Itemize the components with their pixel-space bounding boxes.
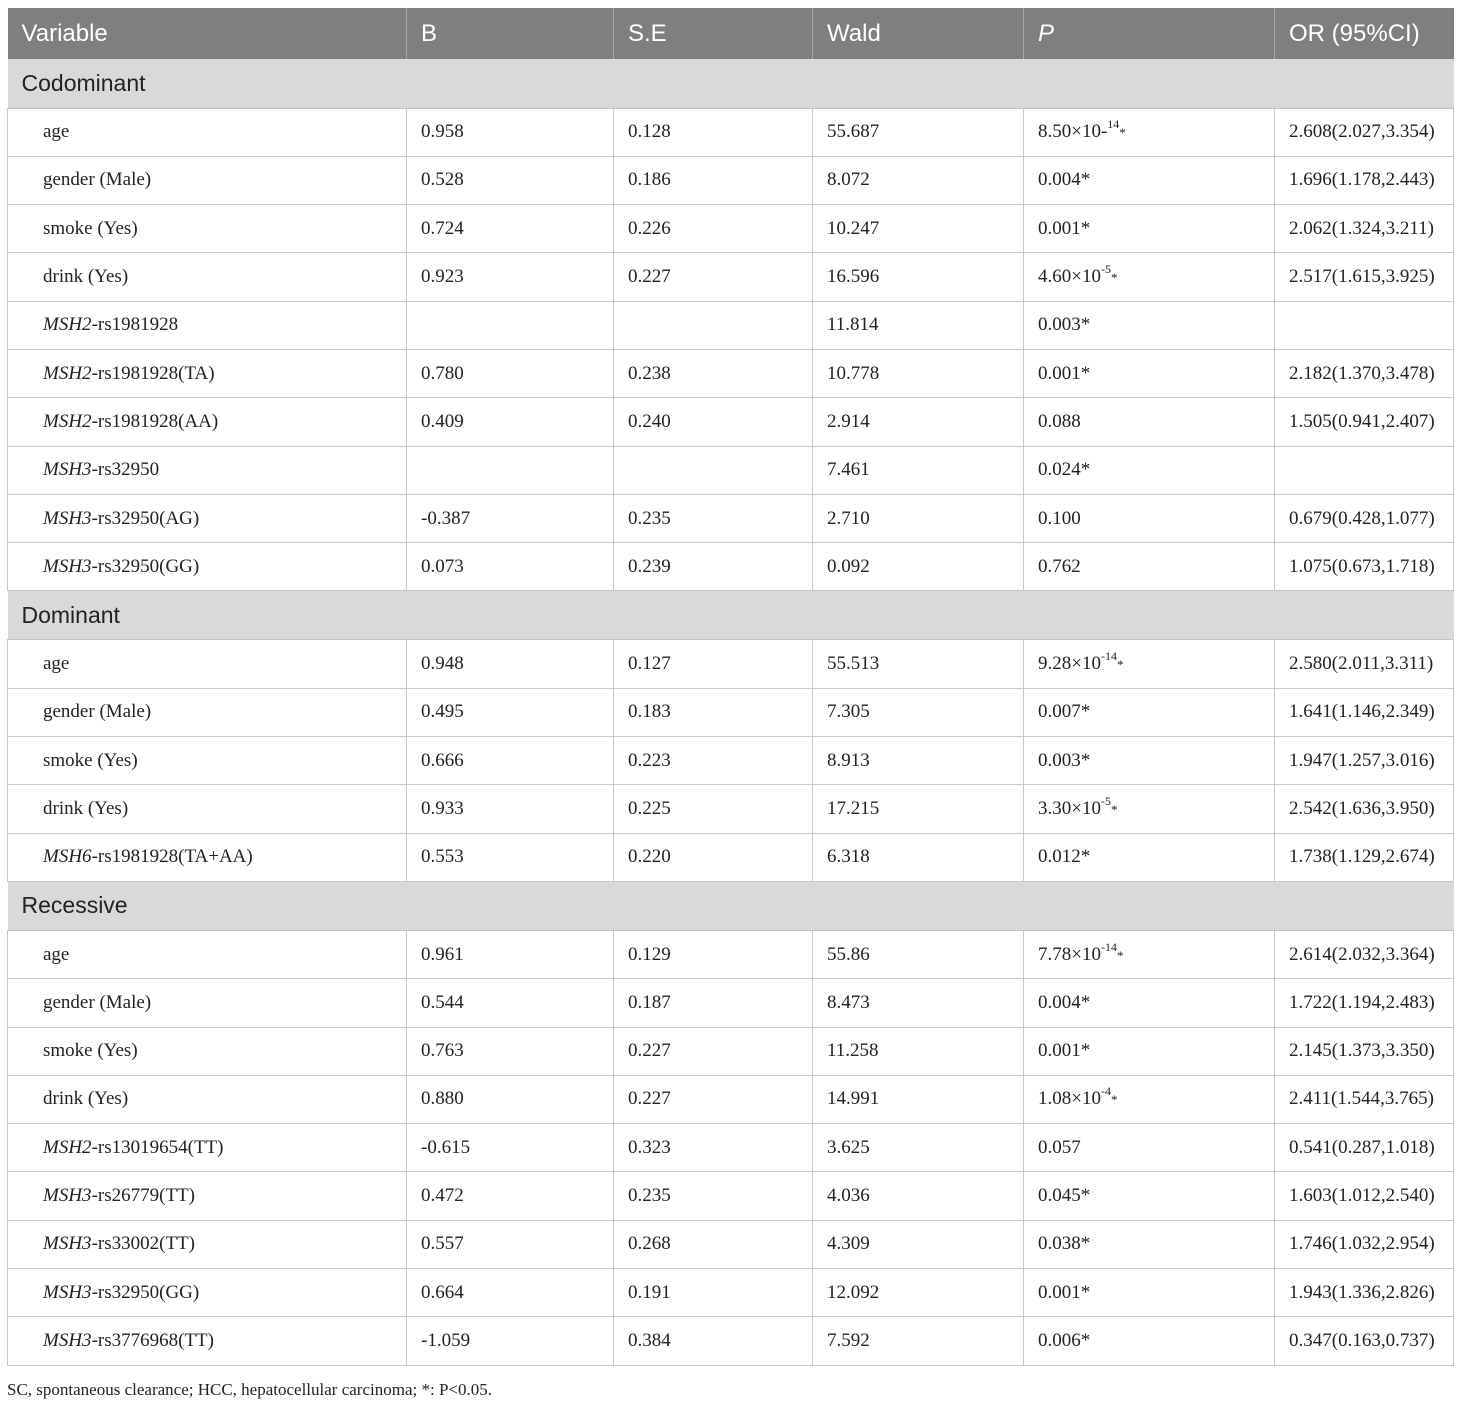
p-value: 4.60×10: [1038, 266, 1101, 288]
se-cell: 0.240: [614, 398, 813, 446]
variable-name: age: [43, 653, 70, 675]
gene-name: MSH2: [43, 362, 92, 384]
b-cell: 0.472: [407, 1172, 614, 1220]
p-cell: [1024, 1172, 1275, 1220]
p-cell: [1024, 785, 1275, 833]
b-cell: 0.666: [407, 737, 614, 785]
p-cell: [1024, 930, 1275, 978]
section-row: [8, 591, 1454, 640]
p-value: 0.001*: [1038, 1040, 1091, 1062]
p-value: 8.50×10-: [1038, 121, 1108, 143]
b-cell: [407, 301, 614, 349]
or-cell: 1.696(1.178,2.443): [1275, 156, 1454, 204]
se-cell: 0.227: [614, 1027, 813, 1075]
table-row: [8, 1075, 1454, 1123]
wald-cell: 7.305: [813, 688, 1024, 736]
b-cell: 0.664: [407, 1269, 614, 1317]
b-cell: -0.615: [407, 1124, 614, 1172]
wald-cell: 4.309: [813, 1220, 1024, 1268]
p-value: 0.045*: [1038, 1185, 1091, 1207]
p-cell: [1024, 301, 1275, 349]
table-body: [8, 59, 1454, 1365]
p-exponent: -4: [1100, 1084, 1111, 1099]
header-wald: Wald: [813, 8, 1024, 59]
variable-cell: [8, 253, 407, 301]
p-cell: [1024, 1027, 1275, 1075]
se-cell: 0.220: [614, 833, 813, 881]
se-cell: 0.323: [614, 1124, 813, 1172]
gene-name: MSH3: [43, 1185, 92, 1207]
variable-cell: [8, 205, 407, 253]
b-cell: -1.059: [407, 1317, 614, 1365]
or-cell: 1.641(1.146,2.349): [1275, 688, 1454, 736]
b-cell: 0.724: [407, 205, 614, 253]
p-value: 9.28×10: [1038, 653, 1101, 675]
wald-cell: 3.625: [813, 1124, 1024, 1172]
se-cell: 0.129: [614, 930, 813, 978]
variable-cell: [8, 688, 407, 736]
or-cell: 1.947(1.257,3.016): [1275, 737, 1454, 785]
p-cell: [1024, 737, 1275, 785]
or-cell: 1.603(1.012,2.540): [1275, 1172, 1454, 1220]
table-row: [8, 785, 1454, 833]
table-row: [8, 688, 1454, 736]
p-cell: [1024, 1124, 1275, 1172]
variable-cell: [8, 1269, 407, 1317]
b-cell: [407, 446, 614, 494]
b-cell: 0.495: [407, 688, 614, 736]
p-cell: [1024, 1220, 1275, 1268]
p-value: 1.08×10: [1038, 1088, 1101, 1110]
gene-name: MSH3: [43, 555, 92, 577]
b-cell: 0.528: [407, 156, 614, 204]
or-cell: 2.614(2.032,3.364): [1275, 930, 1454, 978]
p-value: 0.012*: [1038, 846, 1091, 868]
p-value: 0.006*: [1038, 1329, 1091, 1351]
se-cell: 0.235: [614, 1172, 813, 1220]
variable-cell: [8, 1172, 407, 1220]
variable-name: smoke (Yes): [43, 217, 138, 239]
or-cell: 1.746(1.032,2.954): [1275, 1220, 1454, 1268]
se-cell: 0.226: [614, 205, 813, 253]
significance-star: *: [1119, 125, 1126, 141]
significance-star: *: [1116, 947, 1124, 963]
b-cell: 0.923: [407, 253, 614, 301]
variable-name: drink (Yes): [43, 1088, 129, 1110]
or-cell: 2.411(1.544,3.765): [1275, 1075, 1454, 1123]
section-label: Dominant: [8, 591, 1454, 640]
variable-name: gender (Male): [43, 701, 152, 723]
variable-name: -rs32950(GG): [91, 1281, 200, 1303]
variable-cell: [8, 1027, 407, 1075]
header-variable: Variable: [8, 8, 407, 59]
table-row: [8, 979, 1454, 1027]
p-cell: [1024, 398, 1275, 446]
p-value: 0.003*: [1038, 314, 1091, 336]
significance-star: *: [1110, 270, 1118, 286]
p-cell: [1024, 640, 1275, 688]
gene-name: MSH3: [43, 1233, 92, 1255]
p-value: 0.100: [1038, 507, 1081, 529]
table-row: [8, 1269, 1454, 1317]
variable-name: -rs3776968(TT): [91, 1329, 214, 1351]
b-cell: 0.763: [407, 1027, 614, 1075]
table-header-row: [8, 8, 1454, 59]
se-cell: 0.384: [614, 1317, 813, 1365]
variable-name: gender (Male): [43, 991, 152, 1013]
variable-cell: [8, 1075, 407, 1123]
section-row: [8, 59, 1454, 108]
p-cell: [1024, 349, 1275, 397]
or-cell: 2.608(2.027,3.354): [1275, 108, 1454, 156]
p-cell: [1024, 494, 1275, 542]
variable-cell: [8, 1220, 407, 1268]
se-cell: 0.191: [614, 1269, 813, 1317]
se-cell: 0.186: [614, 156, 813, 204]
b-cell: 0.409: [407, 398, 614, 446]
table-row: [8, 494, 1454, 542]
b-cell: -0.387: [407, 494, 614, 542]
variable-cell: [8, 494, 407, 542]
variable-cell: [8, 301, 407, 349]
b-cell: 0.961: [407, 930, 614, 978]
gene-name: MSH6: [43, 846, 92, 868]
gene-name: MSH3: [43, 1329, 92, 1351]
b-cell: 0.958: [407, 108, 614, 156]
se-cell: 0.268: [614, 1220, 813, 1268]
table-row: [8, 640, 1454, 688]
b-cell: 0.544: [407, 979, 614, 1027]
p-cell: [1024, 205, 1275, 253]
b-cell: 0.073: [407, 543, 614, 591]
or-cell: 0.541(0.287,1.018): [1275, 1124, 1454, 1172]
p-cell: [1024, 979, 1275, 1027]
wald-cell: 14.991: [813, 1075, 1024, 1123]
p-cell: [1024, 1269, 1275, 1317]
wald-cell: 8.913: [813, 737, 1024, 785]
or-cell: 2.517(1.615,3.925): [1275, 253, 1454, 301]
table-row: [8, 349, 1454, 397]
or-cell: 2.062(1.324,3.211): [1275, 205, 1454, 253]
gene-name: MSH2: [43, 410, 92, 432]
variable-name: -rs1981928(TA+AA): [91, 846, 253, 868]
variable-name: -rs33002(TT): [91, 1233, 195, 1255]
p-exponent: -5: [1100, 262, 1111, 277]
header-p: P: [1024, 8, 1275, 59]
or-cell: 1.943(1.336,2.826): [1275, 1269, 1454, 1317]
table-row: [8, 1317, 1454, 1365]
variable-name: -rs32950(GG): [91, 555, 200, 577]
table-row: [8, 253, 1454, 301]
se-cell: 0.239: [614, 543, 813, 591]
section-label: Codominant: [8, 59, 1454, 108]
b-cell: 0.780: [407, 349, 614, 397]
table-row: [8, 156, 1454, 204]
gene-name: MSH2: [43, 314, 92, 336]
wald-cell: 7.592: [813, 1317, 1024, 1365]
variable-cell: [8, 785, 407, 833]
variable-cell: [8, 156, 407, 204]
variable-name: -rs1981928: [91, 314, 179, 336]
variable-name: -rs26779(TT): [91, 1185, 195, 1207]
wald-cell: 7.461: [813, 446, 1024, 494]
se-cell: 0.187: [614, 979, 813, 1027]
wald-cell: 8.072: [813, 156, 1024, 204]
variable-name: -rs1981928(AA): [91, 410, 219, 432]
gene-name: MSH3: [43, 459, 92, 481]
variable-name: -rs1981928(TA): [91, 362, 215, 384]
se-cell: 0.238: [614, 349, 813, 397]
p-value: 0.057: [1038, 1136, 1081, 1158]
p-value: 7.78×10: [1038, 943, 1101, 965]
p-value: 0.001*: [1038, 362, 1091, 384]
variable-cell: [8, 446, 407, 494]
header-b: B: [407, 8, 614, 59]
p-value: 3.30×10: [1038, 798, 1101, 819]
p-cell: [1024, 253, 1275, 301]
p-cell: [1024, 156, 1275, 204]
b-cell: 0.557: [407, 1220, 614, 1268]
variable-cell: [8, 349, 407, 397]
p-cell: [1024, 108, 1275, 156]
b-cell: 0.880: [407, 1075, 614, 1123]
or-cell: 2.145(1.373,3.350): [1275, 1027, 1454, 1075]
wald-cell: 8.473: [813, 979, 1024, 1027]
variable-cell: [8, 833, 407, 881]
wald-cell: 4.036: [813, 1172, 1024, 1220]
variable-cell: [8, 979, 407, 1027]
wald-cell: 16.596: [813, 253, 1024, 301]
b-cell: 0.933: [407, 785, 614, 833]
table-row: [8, 543, 1454, 591]
variable-cell: [8, 398, 407, 446]
gene-name: MSH3: [43, 1281, 92, 1303]
variable-cell: [8, 543, 407, 591]
significance-star: *: [1110, 1092, 1118, 1108]
p-value: 0.038*: [1038, 1233, 1091, 1255]
or-cell: 1.505(0.941,2.407): [1275, 398, 1454, 446]
wald-cell: 10.778: [813, 349, 1024, 397]
p-value: 0.088: [1038, 410, 1081, 432]
p-value: 0.003*: [1038, 749, 1091, 771]
table-row: [8, 737, 1454, 785]
table-footnote: SC, spontaneous clearance; HCC, hepatocellular carcinoma; *: P<0.05.: [7, 1380, 492, 1399]
p-value: 0.007*: [1038, 701, 1091, 723]
p-value: 0.762: [1038, 555, 1081, 577]
se-cell: [614, 446, 813, 494]
table-row: [8, 205, 1454, 253]
or-cell: 0.679(0.428,1.077): [1275, 494, 1454, 542]
variable-name: -rs32950(AG): [91, 507, 200, 529]
se-cell: 0.235: [614, 494, 813, 542]
gene-name: MSH2: [43, 1136, 92, 1158]
or-cell: 1.075(0.673,1.718): [1275, 543, 1454, 591]
variable-cell: [8, 108, 407, 156]
or-cell: 2.580(2.011,3.311): [1275, 640, 1454, 688]
table-row: [8, 1027, 1454, 1075]
or-cell: [1275, 446, 1454, 494]
p-value: 0.004*: [1038, 169, 1091, 191]
wald-cell: 12.092: [813, 1269, 1024, 1317]
header-or: OR (95%CI): [1275, 8, 1454, 59]
section-row: [8, 881, 1454, 930]
section-label: Recessive: [8, 881, 1454, 930]
or-cell: 2.542(1.636,3.950): [1275, 785, 1454, 833]
p-cell: [1024, 833, 1275, 881]
table-row: [8, 1124, 1454, 1172]
regression-table: [7, 8, 1454, 1366]
or-cell: 1.738(1.129,2.674): [1275, 833, 1454, 881]
wald-cell: 2.710: [813, 494, 1024, 542]
table-row: [8, 398, 1454, 446]
b-cell: 0.553: [407, 833, 614, 881]
or-cell: 2.182(1.370,3.478): [1275, 349, 1454, 397]
p-value: 0.001*: [1038, 217, 1091, 239]
wald-cell: 6.318: [813, 833, 1024, 881]
or-cell: [1275, 301, 1454, 349]
wald-cell: 55.86: [813, 930, 1024, 978]
variable-cell: [8, 1124, 407, 1172]
se-cell: 0.227: [614, 1075, 813, 1123]
wald-cell: 11.814: [813, 301, 1024, 349]
p-cell: [1024, 688, 1275, 736]
se-cell: 0.227: [614, 253, 813, 301]
variable-cell: [8, 737, 407, 785]
wald-cell: 55.513: [813, 640, 1024, 688]
wald-cell: 10.247: [813, 205, 1024, 253]
variable-cell: [8, 1317, 407, 1365]
variable-name: smoke (Yes): [43, 1040, 138, 1062]
se-cell: [614, 301, 813, 349]
se-cell: 0.223: [614, 737, 813, 785]
table-row: [8, 833, 1454, 881]
p-exponent: -5: [1100, 794, 1111, 808]
table-row: [8, 446, 1454, 494]
se-cell: 0.225: [614, 785, 813, 833]
table-row: [8, 108, 1454, 156]
variable-name: age: [43, 943, 70, 965]
p-cell: [1024, 446, 1275, 494]
regression-table-container: [7, 8, 1453, 1366]
header-se: S.E: [614, 8, 813, 59]
variable-name: smoke (Yes): [43, 749, 138, 771]
p-cell: [1024, 1075, 1275, 1123]
se-cell: 0.128: [614, 108, 813, 156]
p-value: 0.004*: [1038, 991, 1091, 1013]
table-row: [8, 1220, 1454, 1268]
table-row: [8, 301, 1454, 349]
b-cell: 0.948: [407, 640, 614, 688]
variable-name: drink (Yes): [43, 266, 129, 288]
variable-name: -rs13019654(TT): [91, 1136, 224, 1158]
p-value: 0.024*: [1038, 459, 1091, 481]
p-cell: [1024, 1317, 1275, 1365]
wald-cell: 55.687: [813, 108, 1024, 156]
significance-star: *: [1110, 802, 1118, 817]
variable-name: -rs32950: [91, 459, 160, 481]
p-cell: [1024, 543, 1275, 591]
p-value: 0.001*: [1038, 1281, 1091, 1303]
variable-name: age: [43, 121, 70, 143]
wald-cell: 17.215: [813, 785, 1024, 833]
p-exponent: 14: [1107, 117, 1120, 132]
table-row: [8, 1172, 1454, 1220]
variable-name: drink (Yes): [43, 798, 129, 819]
significance-star: *: [1116, 657, 1124, 673]
wald-cell: 11.258: [813, 1027, 1024, 1075]
wald-cell: 0.092: [813, 543, 1024, 591]
variable-cell: [8, 640, 407, 688]
se-cell: 0.127: [614, 640, 813, 688]
or-cell: 1.722(1.194,2.483): [1275, 979, 1454, 1027]
wald-cell: 2.914: [813, 398, 1024, 446]
variable-name: gender (Male): [43, 169, 152, 191]
p-exponent: -14: [1100, 649, 1117, 664]
gene-name: MSH3: [43, 507, 92, 529]
or-cell: 0.347(0.163,0.737): [1275, 1317, 1454, 1365]
variable-cell: [8, 930, 407, 978]
p-exponent: -14: [1100, 939, 1117, 954]
table-row: [8, 930, 1454, 978]
se-cell: 0.183: [614, 688, 813, 736]
